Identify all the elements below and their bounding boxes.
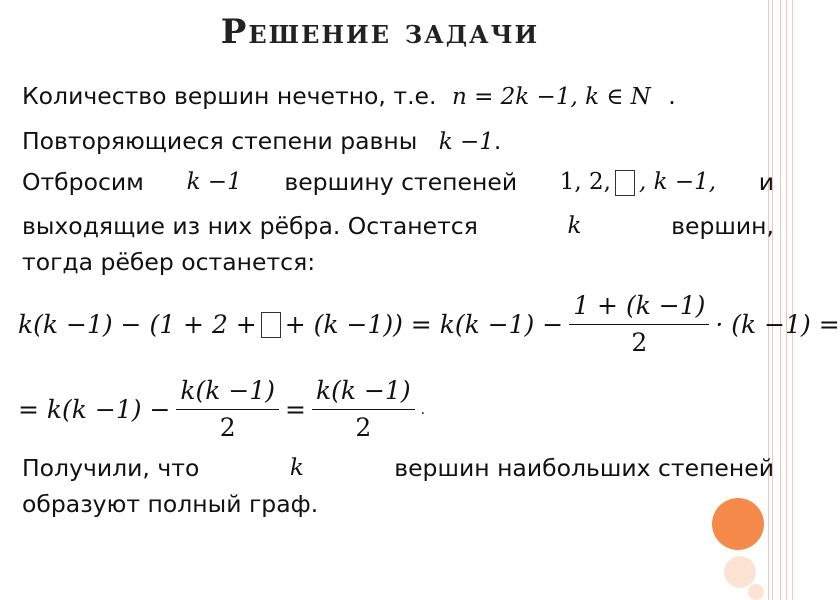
text: . [493, 127, 502, 155]
text-line-1 [22, 78, 676, 115]
ellipsis-icon [261, 312, 281, 338]
denominator: 2 [631, 328, 648, 357]
light-circle-icon [724, 556, 756, 588]
text: вершин, [671, 212, 774, 240]
denominator: 2 [219, 413, 236, 442]
text: вершину степеней [284, 168, 518, 196]
formula-1 [18, 290, 840, 359]
formula-2 [18, 375, 425, 444]
math-inline [560, 164, 716, 200]
text: и [758, 168, 774, 196]
numerator: 1 + (k −1) [569, 290, 709, 325]
fraction [312, 375, 415, 444]
text: Получили, что [22, 454, 200, 482]
fraction [176, 375, 279, 444]
ellipsis-icon [615, 170, 635, 196]
text-line-2 [22, 123, 501, 160]
math-inline: k −1 [438, 129, 494, 155]
fraction [569, 290, 709, 359]
math-inline: k −1 [186, 169, 242, 195]
formula-part: . [420, 401, 426, 418]
formula-part: · (k −1) = [715, 310, 840, 339]
math-part: , k −1, [638, 169, 717, 195]
text: выходящие из них рёбра. Останется [22, 212, 478, 240]
text: тогда рёбер останется: [22, 248, 316, 276]
text-line-3 [22, 164, 774, 200]
text-line-5 [22, 244, 315, 280]
slide-title: Решение задачи [220, 12, 540, 52]
text: Отбросим [22, 168, 144, 196]
formula-part: k(k −1) − (1 + 2 + [18, 310, 257, 339]
text: Повторяющиеся степени равны [22, 127, 418, 155]
text-line-7 [22, 486, 318, 522]
math-inline: n = 2k −1, k ∈ N [451, 84, 651, 110]
math-inline: k [567, 213, 582, 239]
text: Количество вершин нечетно, т.е. [22, 82, 437, 110]
light-circle-icon [748, 584, 764, 600]
formula-part: = k(k −1) − [18, 395, 171, 424]
math-part: 1, 2, [559, 169, 611, 195]
formula-part: + (k −1)) = k(k −1) − [284, 310, 564, 339]
math-inline: k [289, 455, 304, 481]
numerator: k(k −1) [176, 375, 279, 410]
formula-part: = [285, 395, 306, 424]
text-line-6 [22, 450, 774, 486]
numerator: k(k −1) [312, 375, 415, 410]
text: . [668, 82, 676, 110]
text-line-4 [22, 208, 774, 244]
accent-circle-icon [712, 498, 764, 550]
denominator: 2 [355, 413, 372, 442]
text: вершин наибольших степеней [394, 454, 774, 482]
text: образуют полный граф. [22, 490, 319, 518]
